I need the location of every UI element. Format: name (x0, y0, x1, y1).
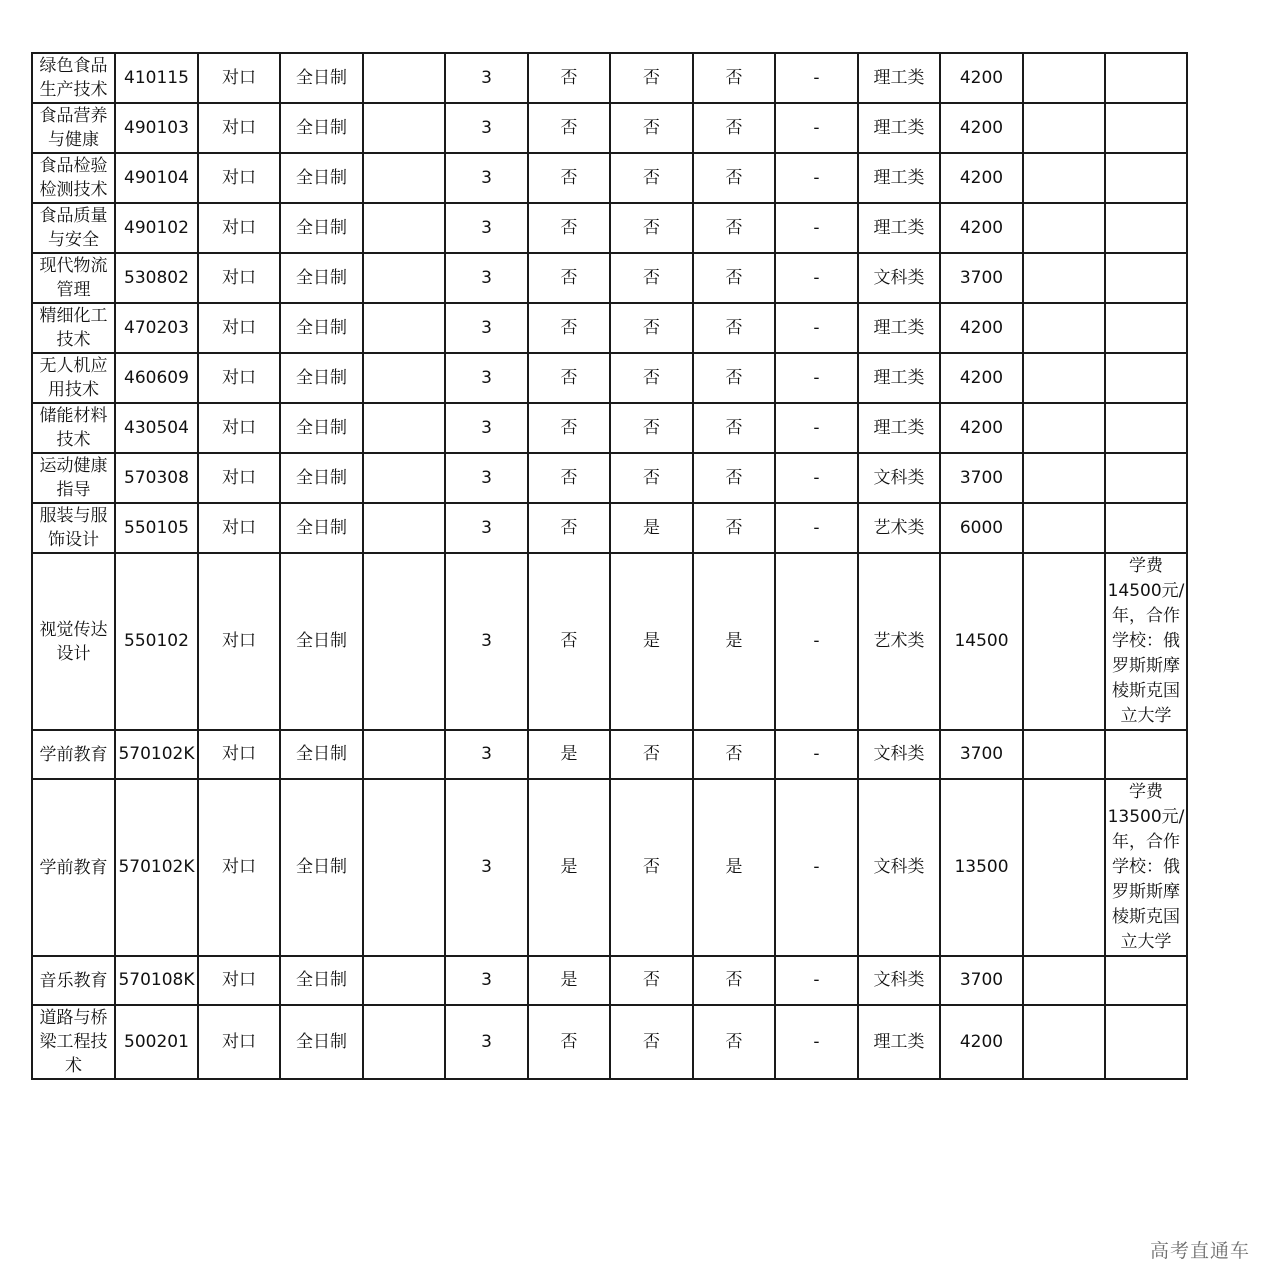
years-cell: 3 (445, 503, 528, 553)
table-body (32, 53, 1187, 1079)
category-cell: 文科类 (858, 453, 940, 503)
major-code-cell: 570102K (115, 779, 198, 956)
major-name-cell: 运动健康指导 (32, 453, 115, 503)
blank-cell (1023, 253, 1105, 303)
remark-cell (1105, 353, 1187, 403)
flag-1-cell: 否 (528, 103, 610, 153)
flag-3-cell: 否 (693, 730, 775, 779)
flag-2-cell: 否 (610, 730, 693, 779)
fee-cell: 4200 (940, 403, 1023, 453)
major-code-cell: 550105 (115, 503, 198, 553)
major-code-cell: 490103 (115, 103, 198, 153)
fee-cell: 4200 (940, 303, 1023, 353)
flag-3-cell: 否 (693, 53, 775, 103)
flag-2-cell: 否 (610, 153, 693, 203)
table-row (32, 779, 1187, 956)
blank-cell (1023, 1005, 1105, 1079)
dash-cell: - (775, 353, 858, 403)
remark-cell (1105, 203, 1187, 253)
blank-cell (363, 303, 445, 353)
years-cell: 3 (445, 103, 528, 153)
category-cell: 理工类 (858, 1005, 940, 1079)
flag-3-cell: 是 (693, 553, 775, 730)
years-cell: 3 (445, 203, 528, 253)
dash-cell: - (775, 203, 858, 253)
major-code-cell: 460609 (115, 353, 198, 403)
flag-1-cell: 否 (528, 403, 610, 453)
major-name-cell: 食品营养与健康 (32, 103, 115, 153)
major-code-cell: 410115 (115, 53, 198, 103)
major-code-cell: 430504 (115, 403, 198, 453)
major-code-cell: 490104 (115, 153, 198, 203)
study-mode-cell: 全日制 (280, 956, 363, 1005)
blank-cell (363, 253, 445, 303)
table-row (32, 153, 1187, 203)
fee-cell: 4200 (940, 103, 1023, 153)
category-cell: 理工类 (858, 103, 940, 153)
flag-1-cell: 否 (528, 453, 610, 503)
enroll-type-cell: 对口 (198, 253, 280, 303)
flag-3-cell: 否 (693, 453, 775, 503)
remark-cell (1105, 503, 1187, 553)
flag-2-cell: 否 (610, 253, 693, 303)
remark-cell (1105, 956, 1187, 1005)
flag-1-cell: 否 (528, 553, 610, 730)
blank-cell (363, 730, 445, 779)
fee-cell: 3700 (940, 956, 1023, 1005)
years-cell: 3 (445, 1005, 528, 1079)
enroll-type-cell: 对口 (198, 1005, 280, 1079)
flag-3-cell: 否 (693, 303, 775, 353)
major-code-cell: 500201 (115, 1005, 198, 1079)
enroll-type-cell: 对口 (198, 53, 280, 103)
years-cell: 3 (445, 53, 528, 103)
flag-1-cell: 否 (528, 303, 610, 353)
years-cell: 3 (445, 253, 528, 303)
fee-cell: 4200 (940, 1005, 1023, 1079)
major-code-cell: 570102K (115, 730, 198, 779)
study-mode-cell: 全日制 (280, 353, 363, 403)
major-name-cell: 音乐教育 (32, 956, 115, 1005)
blank-cell (363, 503, 445, 553)
table-row (32, 53, 1187, 103)
table-row (32, 453, 1187, 503)
study-mode-cell: 全日制 (280, 403, 363, 453)
table-row (32, 203, 1187, 253)
study-mode-cell: 全日制 (280, 1005, 363, 1079)
years-cell: 3 (445, 553, 528, 730)
flag-3-cell: 否 (693, 253, 775, 303)
major-name-cell: 食品检验检测技术 (32, 153, 115, 203)
enroll-type-cell: 对口 (198, 353, 280, 403)
fee-cell: 4200 (940, 203, 1023, 253)
major-name-cell: 学前教育 (32, 730, 115, 779)
enroll-type-cell: 对口 (198, 553, 280, 730)
blank-cell (1023, 453, 1105, 503)
blank-cell (1023, 353, 1105, 403)
major-name-cell: 食品质量与安全 (32, 203, 115, 253)
dash-cell: - (775, 503, 858, 553)
blank-cell (1023, 203, 1105, 253)
flag-1-cell: 否 (528, 1005, 610, 1079)
table-row (32, 303, 1187, 353)
flag-2-cell: 否 (610, 956, 693, 1005)
fee-cell: 14500 (940, 553, 1023, 730)
flag-2-cell: 否 (610, 353, 693, 403)
dash-cell: - (775, 730, 858, 779)
flag-3-cell: 否 (693, 956, 775, 1005)
study-mode-cell: 全日制 (280, 553, 363, 730)
remark-cell (1105, 403, 1187, 453)
flag-3-cell: 否 (693, 403, 775, 453)
enrollment-table (31, 52, 1188, 1080)
flag-3-cell: 否 (693, 203, 775, 253)
flag-3-cell: 否 (693, 103, 775, 153)
flag-2-cell: 否 (610, 779, 693, 956)
remark-cell (1105, 153, 1187, 203)
blank-cell (363, 453, 445, 503)
fee-cell: 3700 (940, 253, 1023, 303)
remark-cell (1105, 730, 1187, 779)
major-name-cell: 视觉传达设计 (32, 553, 115, 730)
blank-cell (1023, 553, 1105, 730)
watermark: 高考直通车 (1149, 1240, 1250, 1262)
study-mode-cell: 全日制 (280, 153, 363, 203)
category-cell: 理工类 (858, 303, 940, 353)
study-mode-cell: 全日制 (280, 453, 363, 503)
dash-cell: - (775, 53, 858, 103)
blank-cell (1023, 153, 1105, 203)
table-row (32, 1005, 1187, 1079)
category-cell: 理工类 (858, 403, 940, 453)
enroll-type-cell: 对口 (198, 779, 280, 956)
dash-cell: - (775, 153, 858, 203)
fee-cell: 4200 (940, 53, 1023, 103)
major-code-cell: 490102 (115, 203, 198, 253)
remark-cell (1105, 453, 1187, 503)
category-cell: 艺术类 (858, 503, 940, 553)
blank-cell (363, 553, 445, 730)
major-code-cell: 550102 (115, 553, 198, 730)
category-cell: 理工类 (858, 53, 940, 103)
table-row (32, 403, 1187, 453)
remark-cell (1105, 53, 1187, 103)
remark-cell (1105, 1005, 1187, 1079)
dash-cell: - (775, 956, 858, 1005)
table-row (32, 253, 1187, 303)
category-cell: 理工类 (858, 353, 940, 403)
blank-cell (363, 103, 445, 153)
blank-cell (363, 779, 445, 956)
major-code-cell: 470203 (115, 303, 198, 353)
flag-1-cell: 否 (528, 353, 610, 403)
major-name-cell: 现代物流管理 (32, 253, 115, 303)
remark-cell (1105, 303, 1187, 353)
years-cell: 3 (445, 403, 528, 453)
table-row (32, 103, 1187, 153)
flag-2-cell: 是 (610, 553, 693, 730)
remark-cell: 学费13500元/年，合作学校：俄罗斯斯摩棱斯克国立大学 (1105, 779, 1187, 956)
table-row (32, 956, 1187, 1005)
major-name-cell: 学前教育 (32, 779, 115, 956)
flag-2-cell: 否 (610, 303, 693, 353)
flag-1-cell: 否 (528, 203, 610, 253)
years-cell: 3 (445, 303, 528, 353)
remark-cell (1105, 253, 1187, 303)
blank-cell (1023, 956, 1105, 1005)
flag-2-cell: 否 (610, 203, 693, 253)
blank-cell (363, 203, 445, 253)
table-row (32, 553, 1187, 730)
fee-cell: 4200 (940, 353, 1023, 403)
blank-cell (363, 53, 445, 103)
blank-cell (363, 153, 445, 203)
enroll-type-cell: 对口 (198, 453, 280, 503)
major-code-cell: 530802 (115, 253, 198, 303)
flag-3-cell: 是 (693, 779, 775, 956)
years-cell: 3 (445, 779, 528, 956)
enroll-type-cell: 对口 (198, 303, 280, 353)
fee-cell: 13500 (940, 779, 1023, 956)
enroll-type-cell: 对口 (198, 203, 280, 253)
fee-cell: 3700 (940, 453, 1023, 503)
dash-cell: - (775, 553, 858, 730)
category-cell: 文科类 (858, 779, 940, 956)
enroll-type-cell: 对口 (198, 956, 280, 1005)
study-mode-cell: 全日制 (280, 53, 363, 103)
flag-1-cell: 是 (528, 779, 610, 956)
study-mode-cell: 全日制 (280, 203, 363, 253)
blank-cell (1023, 53, 1105, 103)
blank-cell (363, 956, 445, 1005)
dash-cell: - (775, 253, 858, 303)
major-name-cell: 绿色食品生产技术 (32, 53, 115, 103)
fee-cell: 3700 (940, 730, 1023, 779)
table-row (32, 353, 1187, 403)
flag-2-cell: 否 (610, 53, 693, 103)
blank-cell (1023, 403, 1105, 453)
dash-cell: - (775, 1005, 858, 1079)
dash-cell: - (775, 453, 858, 503)
flag-1-cell: 否 (528, 153, 610, 203)
enroll-type-cell: 对口 (198, 503, 280, 553)
study-mode-cell: 全日制 (280, 303, 363, 353)
blank-cell (1023, 503, 1105, 553)
flag-3-cell: 否 (693, 503, 775, 553)
major-code-cell: 570108K (115, 956, 198, 1005)
dash-cell: - (775, 303, 858, 353)
category-cell: 文科类 (858, 956, 940, 1005)
major-name-cell: 精细化工技术 (32, 303, 115, 353)
table-row (32, 503, 1187, 553)
flag-1-cell: 是 (528, 956, 610, 1005)
fee-cell: 6000 (940, 503, 1023, 553)
dash-cell: - (775, 403, 858, 453)
flag-3-cell: 否 (693, 353, 775, 403)
enroll-type-cell: 对口 (198, 730, 280, 779)
category-cell: 文科类 (858, 253, 940, 303)
major-name-cell: 道路与桥梁工程技术 (32, 1005, 115, 1079)
study-mode-cell: 全日制 (280, 503, 363, 553)
blank-cell (1023, 779, 1105, 956)
years-cell: 3 (445, 956, 528, 1005)
category-cell: 理工类 (858, 203, 940, 253)
remark-cell: 学费14500元/年，合作学校：俄罗斯斯摩棱斯克国立大学 (1105, 553, 1187, 730)
blank-cell (1023, 103, 1105, 153)
study-mode-cell: 全日制 (280, 730, 363, 779)
dash-cell: - (775, 779, 858, 956)
major-code-cell: 570308 (115, 453, 198, 503)
flag-2-cell: 否 (610, 403, 693, 453)
major-name-cell: 储能材料技术 (32, 403, 115, 453)
enroll-type-cell: 对口 (198, 153, 280, 203)
enroll-type-cell: 对口 (198, 403, 280, 453)
flag-1-cell: 是 (528, 730, 610, 779)
blank-cell (363, 1005, 445, 1079)
category-cell: 文科类 (858, 730, 940, 779)
blank-cell (363, 403, 445, 453)
flag-2-cell: 否 (610, 453, 693, 503)
dash-cell: - (775, 103, 858, 153)
flag-3-cell: 否 (693, 1005, 775, 1079)
flag-3-cell: 否 (693, 153, 775, 203)
flag-2-cell: 否 (610, 103, 693, 153)
remark-cell (1105, 103, 1187, 153)
category-cell: 理工类 (858, 153, 940, 203)
blank-cell (1023, 730, 1105, 779)
years-cell: 3 (445, 353, 528, 403)
years-cell: 3 (445, 153, 528, 203)
major-name-cell: 无人机应用技术 (32, 353, 115, 403)
study-mode-cell: 全日制 (280, 253, 363, 303)
fee-cell: 4200 (940, 153, 1023, 203)
major-name-cell: 服装与服饰设计 (32, 503, 115, 553)
flag-1-cell: 否 (528, 53, 610, 103)
study-mode-cell: 全日制 (280, 779, 363, 956)
study-mode-cell: 全日制 (280, 103, 363, 153)
flag-1-cell: 否 (528, 503, 610, 553)
blank-cell (363, 353, 445, 403)
flag-2-cell: 否 (610, 1005, 693, 1079)
flag-2-cell: 是 (610, 503, 693, 553)
years-cell: 3 (445, 453, 528, 503)
enroll-type-cell: 对口 (198, 103, 280, 153)
table-row (32, 730, 1187, 779)
blank-cell (1023, 303, 1105, 353)
category-cell: 艺术类 (858, 553, 940, 730)
flag-1-cell: 否 (528, 253, 610, 303)
years-cell: 3 (445, 730, 528, 779)
